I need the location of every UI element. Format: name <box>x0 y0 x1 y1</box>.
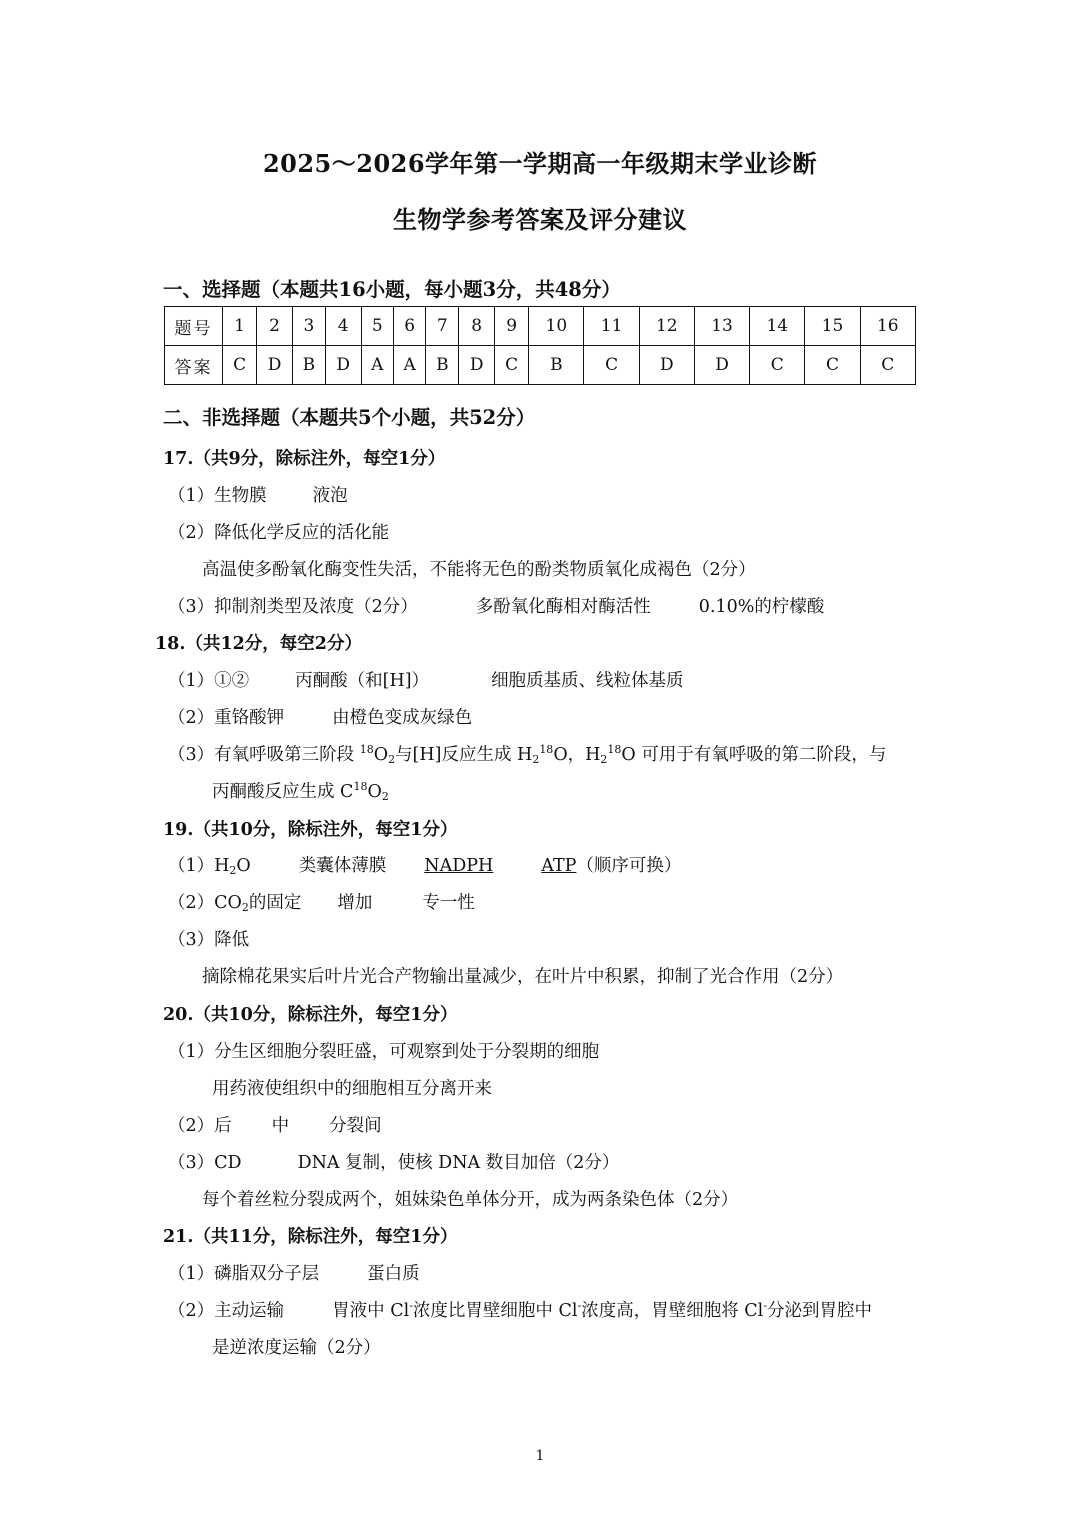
q18-part2-answer-b: 由橙色变成灰绿色 <box>332 708 473 728</box>
q19-part1-answer-c: NADPH <box>424 856 494 876</box>
answer-cell: C <box>223 346 257 385</box>
answer-table-row-answers <box>165 346 916 385</box>
q19-part2-answer-c: 专一性 <box>422 893 475 913</box>
answer-table-row-numbers <box>165 307 916 346</box>
q19-part1 <box>168 852 681 877</box>
q20-part1-number: （1） <box>168 1042 215 1062</box>
question-17-heading: 17.（共9分，除标注外，每空1分） <box>163 449 446 469</box>
q18-part1-number: （1） <box>168 671 215 691</box>
question-number-cell: 10 <box>529 307 584 346</box>
superscript: - <box>409 1299 413 1312</box>
q20-part3-answer-b: DNA 复制，使核 DNA 数目加倍（2分） <box>297 1153 620 1173</box>
q18-part3 <box>168 741 886 766</box>
superscript: - <box>763 1299 767 1312</box>
superscript: 18 <box>607 743 622 756</box>
question-number-cell: 7 <box>426 307 459 346</box>
question-number-cell: 5 <box>361 307 393 346</box>
q17-part2-answer-a: 降低化学反应的活化能 <box>214 523 390 543</box>
q19-part3 <box>168 926 249 951</box>
q21-part1-answer-a: 磷脂双分子层 <box>214 1264 320 1284</box>
q21-part1 <box>168 1260 420 1285</box>
q20-part3-answer-c: 每个着丝粒分裂成两个，姐妹染色单体分开，成为两条染色体（2分） <box>202 1190 739 1210</box>
question-18-heading: 18.（共12分，每空2分） <box>155 634 362 654</box>
q21-part1-number: （1） <box>168 1264 215 1284</box>
q17-part2 <box>168 519 389 544</box>
superscript: 18 <box>359 743 374 756</box>
question-number-cell: 3 <box>292 307 325 346</box>
q18-part3-number: （3） <box>168 745 215 765</box>
q20-part2-number: （2） <box>168 1116 215 1136</box>
q19-part2-answer-a: 的固定 <box>248 893 302 913</box>
answer-table <box>164 306 916 385</box>
question-number-cell: 9 <box>495 307 529 346</box>
question-number-cell: 2 <box>257 307 293 346</box>
q20-part2-answer-a: 后 <box>214 1116 232 1136</box>
q18-part3-text: O <box>373 745 389 765</box>
q20-part3-number: （3） <box>168 1153 215 1173</box>
q20-part2-answer-b: 中 <box>271 1116 290 1136</box>
answer-cell: C <box>860 346 915 385</box>
q20-part1-answer-a: 分生区细胞分裂旺盛，可观察到处于分裂期的细胞 <box>214 1042 600 1062</box>
question-number-cell: 12 <box>639 307 694 346</box>
q18-part2-number: （2） <box>168 708 215 728</box>
q20-part2-answer-c: 分裂间 <box>329 1116 382 1136</box>
q19-part3-number: （3） <box>168 930 215 950</box>
subscript: 2 <box>229 864 237 877</box>
question-21-heading: 21.（共11分，除标注外，每空1分） <box>163 1227 458 1247</box>
q17-part1-number: （1） <box>168 486 215 506</box>
q18-part3-text: 丙酮酸反应生成 C <box>212 782 354 802</box>
q21-part2-text: 浓度高，胃壁细胞将 Cl <box>581 1301 764 1321</box>
document-title: 2025～2026学年第一学期高一年级期末学业诊断 <box>262 149 818 178</box>
answer-cell: C <box>584 346 639 385</box>
answer-cell: D <box>694 346 749 385</box>
q21-part2-continued: 是逆浓度运输（2分） <box>212 1338 381 1358</box>
question-number-cell: 1 <box>223 307 257 346</box>
q20-part3 <box>168 1149 619 1174</box>
answer-cell: D <box>325 346 361 385</box>
q18-part3-text: O 可用于有氧呼吸的第二阶段，与 <box>621 745 887 765</box>
q17-part1-answer-b: 液泡 <box>312 486 348 506</box>
question-19-heading: 19.（共10分，除标注外，每空1分） <box>163 820 458 840</box>
q17-part3-answer-b: 多酚氧化酶相对酶活性 <box>475 597 651 617</box>
row-label-numbers: 题号 <box>165 307 223 346</box>
q19-part1-number: （1） <box>168 856 215 876</box>
q19-part1-answer-a: O <box>236 856 251 876</box>
q18-part2-answer-a: 重铬酸钾 <box>214 708 285 728</box>
question-number-cell: 11 <box>584 307 639 346</box>
section-heading-multiple-choice: 一、选择题（本题共16小题，每小题3分，共48分） <box>163 278 621 301</box>
q18-part3-text: 与[H]反应生成 H <box>395 745 533 765</box>
q19-part1-answer-blank <box>424 856 576 876</box>
q19-part3-answer-a: 降低 <box>214 930 250 950</box>
q20-part1-answer-b: 用药液使组织中的细胞相互分离开来 <box>212 1079 492 1099</box>
q18-part3-continued <box>212 778 389 803</box>
question-number-cell: 8 <box>459 307 495 346</box>
subscript: 2 <box>532 753 540 766</box>
q19-part1-answer-b: 类囊体薄膜 <box>298 856 387 876</box>
q17-part3-number: （3） <box>168 597 215 617</box>
q20-part2 <box>168 1112 382 1137</box>
q21-part1-answer-b: 蛋白质 <box>367 1264 420 1284</box>
answer-cell: C <box>805 346 860 385</box>
q21-part2-text: 浓度比胃壁细胞中 Cl <box>412 1301 578 1321</box>
question-number-cell: 14 <box>750 307 805 346</box>
q19-part1-note: （顺序可换） <box>576 856 682 876</box>
q17-part1-answer-a: 生物膜 <box>214 486 267 506</box>
q21-part2-answer-a: 主动运输 <box>214 1301 285 1321</box>
q21-part2-text: 胃液中 Cl <box>332 1301 410 1321</box>
q18-part1 <box>168 667 684 692</box>
q19-part3-answer-b: 摘除棉花果实后叶片光合产物输出量减少，在叶片中积累，抑制了光合作用（2分） <box>202 967 844 987</box>
document-subtitle: 生物学参考答案及评分建议 <box>393 205 687 234</box>
q17-part3-answer-a: 抑制剂类型及浓度（2分） <box>214 597 418 617</box>
q18-part1-answer-b: 丙酮酸（和[H]） <box>295 671 430 691</box>
section-heading-non-choice: 二、非选择题（本题共5个小题，共52分） <box>163 406 536 429</box>
answer-cell: A <box>393 346 425 385</box>
answer-cell: D <box>639 346 694 385</box>
subscript: 2 <box>381 790 389 803</box>
q19-part1-answer-d: ATP <box>541 856 577 876</box>
answer-cell: C <box>750 346 805 385</box>
q17-part1 <box>168 482 348 507</box>
answer-cell: B <box>426 346 459 385</box>
q20-part3-answer-a: CD <box>214 1153 242 1173</box>
question-number-cell: 15 <box>805 307 860 346</box>
question-number-cell: 16 <box>860 307 915 346</box>
question-number-cell: 13 <box>694 307 749 346</box>
q21-part2-number: （2） <box>168 1301 215 1321</box>
answer-cell: B <box>292 346 325 385</box>
q17-part3-answer-c: 0.10%的柠檬酸 <box>698 597 825 617</box>
q18-part3-text: O，H <box>553 745 601 765</box>
q21-part2-text: 分泌到胃腔中 <box>766 1301 872 1321</box>
q17-part2-answer-b: 高温使多酚氧化酶变性失活，不能将无色的酚类物质氧化成褐色（2分） <box>202 560 756 580</box>
answer-cell: C <box>495 346 529 385</box>
row-label-answers: 答案 <box>165 346 223 385</box>
subscript: 2 <box>600 753 608 766</box>
question-number-cell: 6 <box>393 307 425 346</box>
q19-part2 <box>168 889 475 914</box>
q19-part2-answer-a: CO <box>214 893 242 913</box>
q18-part3-text: O <box>367 782 382 802</box>
q20-part1 <box>168 1038 599 1063</box>
superscript: 18 <box>539 743 554 756</box>
q18-part2 <box>168 704 472 729</box>
subscript: 2 <box>388 753 396 766</box>
question-number-cell: 4 <box>325 307 361 346</box>
q21-part2 <box>168 1297 872 1322</box>
q17-part2-number: （2） <box>168 523 215 543</box>
answer-cell: D <box>257 346 293 385</box>
q18-part3-text: 有氧呼吸第三阶段 <box>214 745 360 765</box>
superscript: - <box>577 1299 582 1312</box>
answer-cell: B <box>529 346 584 385</box>
q19-part1-answer-a: H <box>214 856 230 876</box>
question-20-heading: 20.（共10分，除标注外，每空1分） <box>163 1005 458 1025</box>
q17-part3 <box>168 593 824 618</box>
superscript: 18 <box>353 780 368 793</box>
page-number: 1 <box>535 1448 545 1464</box>
answer-cell: D <box>459 346 495 385</box>
q18-part1-answer-c: 细胞质基质、线粒体基质 <box>491 671 684 691</box>
q18-part1-answer-a: ①② <box>214 671 250 691</box>
q19-part2-answer-b: 增加 <box>337 893 373 913</box>
subscript: 2 <box>241 901 249 914</box>
answer-cell: A <box>361 346 393 385</box>
q19-part2-number: （2） <box>168 893 215 913</box>
